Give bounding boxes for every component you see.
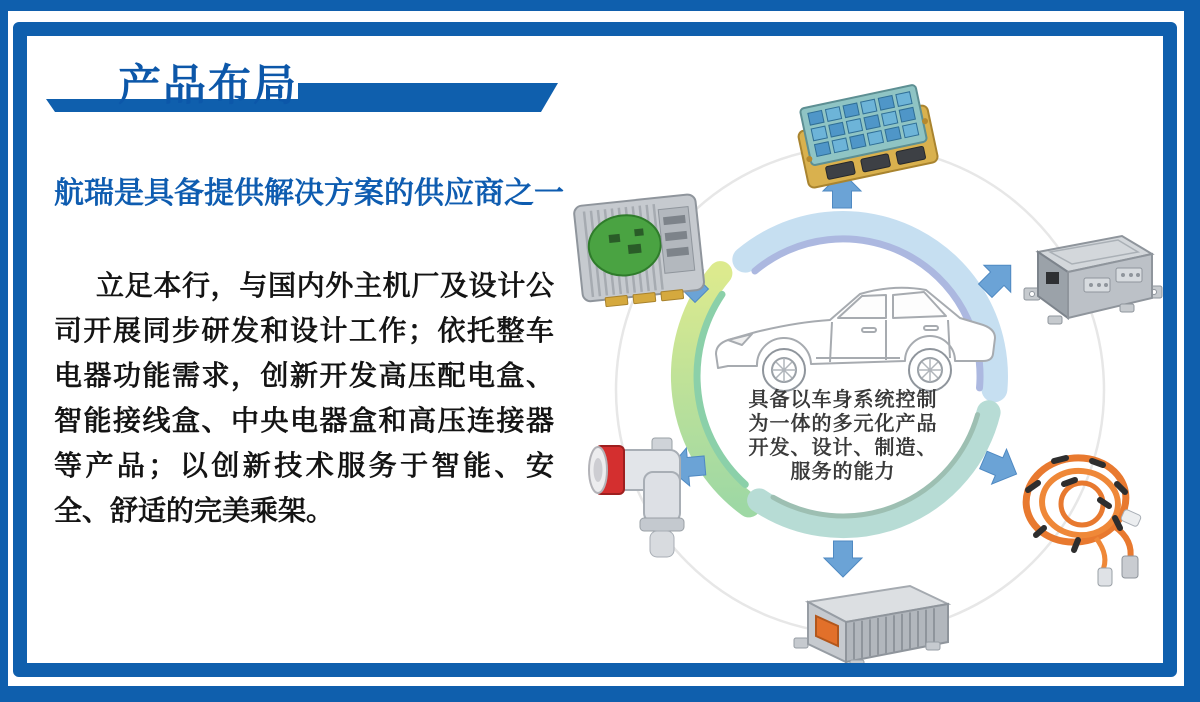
intro-heading: 航瑞是具备提供解决方案的供应商之一 xyxy=(54,177,564,210)
caption-line-3: 开发、设计、制造、 xyxy=(748,437,938,459)
caption-line-1: 具备以车身系统控制 xyxy=(748,389,938,411)
inner-blue-frame xyxy=(13,22,1177,677)
bottom-edge-band xyxy=(0,686,1200,702)
page-title: 产品布局 xyxy=(118,62,298,110)
left-edge-band xyxy=(0,0,8,702)
top-edge-band xyxy=(0,0,1200,11)
right-edge-band xyxy=(1184,0,1200,702)
caption-line-4: 服务的能力 xyxy=(790,461,896,483)
caption-line-2: 为一体的多元化产品 xyxy=(748,413,938,435)
intro-paragraph: 立足本行，与国内外主机厂及设计公司开展同步研发和设计工作；依托整车电器功能需求，创新开发高压配电盒、智能接线盒、中央电器盒和高压连接器等产品；以创新技术服务于智能、安全、舒适的完美乘架。 xyxy=(54,271,554,527)
